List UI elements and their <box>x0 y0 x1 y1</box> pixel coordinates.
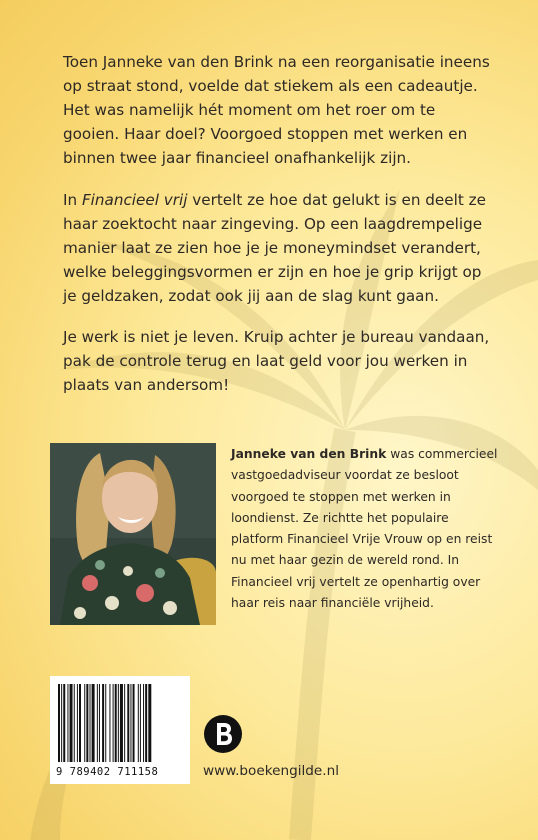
barcode-bar <box>109 684 110 762</box>
barcode-bar <box>92 684 95 762</box>
publisher-b-logo-icon <box>203 714 243 754</box>
isbn-number: 9 789402 711158 <box>56 766 159 778</box>
barcode-bar <box>118 684 119 762</box>
barcode-bar <box>77 684 78 762</box>
barcode-bar <box>90 684 91 762</box>
author-bio <box>231 444 501 614</box>
barcode-bars <box>50 676 190 764</box>
barcode-bar <box>127 684 129 762</box>
barcode-bar <box>70 684 73 762</box>
barcode-bar <box>84 684 85 762</box>
barcode-bar <box>99 684 100 762</box>
barcode-bar <box>67 684 68 762</box>
barcode-bar <box>124 684 125 762</box>
blurb-paragraph-3: Je werk is niet je leven. Kruip achter je bureau vandaan, pak de controle terug en laat geld voor jou werken in plaats van andersom! <box>63 328 490 394</box>
barcode-bar <box>63 684 65 762</box>
blurb-paragraph-2-text: vertelt ze hoe dat gelukt is en deelt ze haar zoektocht naar zingeving. Op een laagdrempelige manier laat ze zien hoe je je moneymindset verandert, welke beleggingsvormen er zijn en hoe je grip krijgt op je geldzaken, zodat ook jij aan de slag kunt gaan. <box>63 191 486 305</box>
barcode-bar <box>58 684 60 762</box>
barcode-bar <box>130 684 131 762</box>
blurb-paragraph-2-prefix: In <box>63 191 82 209</box>
barcode-bar <box>145 684 147 762</box>
barcode-bar <box>86 684 88 762</box>
barcode-bar <box>113 684 114 762</box>
publisher-url: www.boekengilde.nl <box>203 763 339 779</box>
barcode-bar <box>74 684 75 762</box>
barcode-bar <box>120 684 123 762</box>
barcode-bar <box>102 684 104 762</box>
barcode-bar <box>140 684 141 762</box>
barcode-bar <box>79 684 81 762</box>
book-title-italic: Financieel vrij <box>81 191 188 209</box>
barcode-bar <box>148 684 151 762</box>
barcode-bar <box>61 684 62 762</box>
barcode-bar <box>133 684 135 762</box>
blurb-paragraph-1: Toen Janneke van den Brink na een reorganisatie ineens op straat stond, voelde dat stiekem als een cadeautje. Het was namelijk hét moment om het roer om te gooien. Haar doel? Voorgoed stoppen met werken en binnen twee jaar financieel onafhankelijk zijn. <box>63 53 490 167</box>
author-name: Janneke van den Brink <box>231 447 387 461</box>
blurb-paragraph-2 <box>63 188 493 308</box>
barcode-bar <box>138 684 139 762</box>
barcode-bar <box>115 684 117 762</box>
barcode-bar <box>143 684 144 762</box>
author-photo <box>50 443 216 625</box>
barcode-bar <box>97 684 98 762</box>
barcode <box>50 676 190 784</box>
author-bio-text: was commercieel vastgoedadviseur voordat ze besloot voorgoed te stoppen met werken in loondienst. Ze richtte het populaire platform Financieel Vrije Vrouw op en reist nu met haar gezin de wereld rond. In Financieel vrij vertelt ze openhartig over haar reis naar financiële vrijheid. <box>231 447 498 611</box>
barcode-bar <box>105 684 106 762</box>
